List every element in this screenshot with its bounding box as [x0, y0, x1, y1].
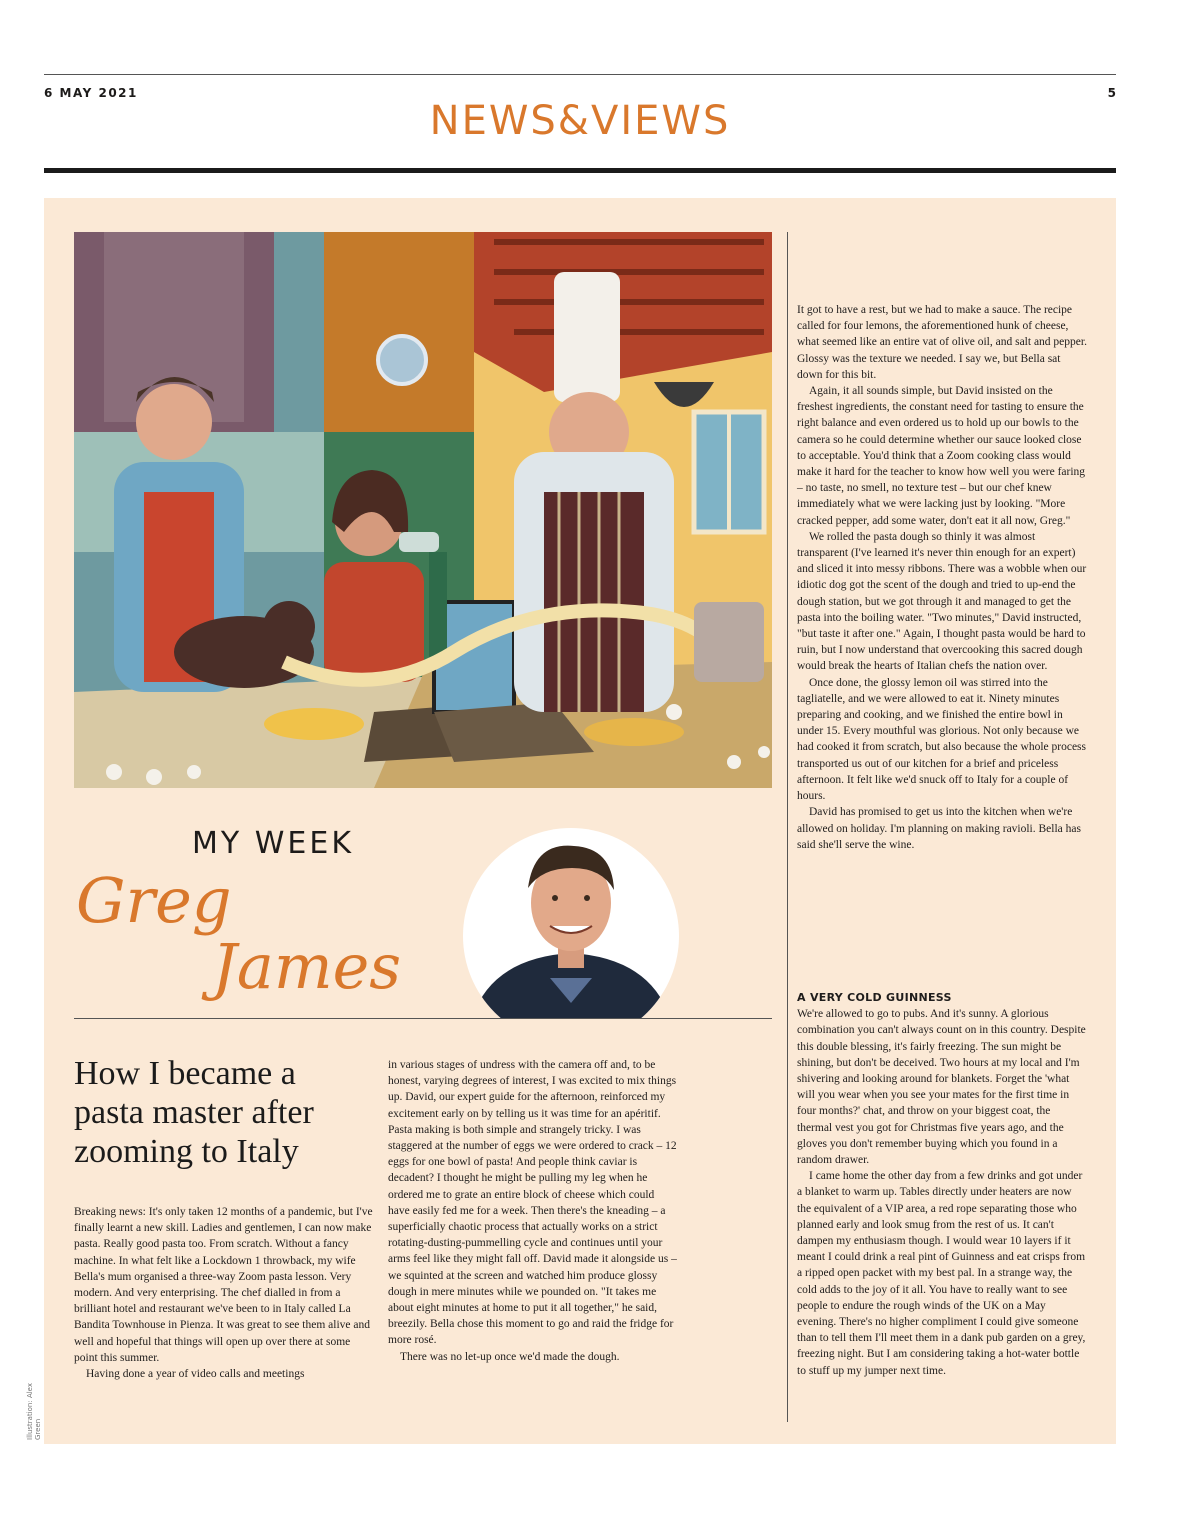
column-kicker: MY WEEK [192, 826, 354, 861]
body-column-3 [797, 302, 1087, 853]
subheading: A VERY COLD GUINNESS [797, 991, 952, 1004]
top-rule [44, 74, 1116, 75]
author-portrait [462, 828, 680, 1018]
kitchen-illustration [74, 232, 772, 788]
paragraph: in various stages of undress with the camera off and, to be honest, varying degrees of interest, I was excited to mix things up. David, our expert guide for the afternoon, reinforced my excitement early on by telling us it was time for an apéritif. Pasta making is both simple and strangely tricky. I was staggered at the number of eggs we were ordered to crack – 12 eggs for one bowl of pasta! And people think caviar is decadent? I thought he might be pulling my leg when he ordered me to grate an entire block of cheese which could have easily fed me for a week. Then there's the kneading – a superficially chaotic process that actually works on a strict rotating-dusting-pummelling cycle and continues until your arms feel like they might fall off. David made it alongside us – we squinted at the screen and watched him produce glossy dough in mere minutes while we pounded on. "It takes me about eight minutes at home to put it all together," he said, breezily. Bella chose this moment to go and raid the fridge for more rosé. [388, 1059, 677, 1347]
section-rule [74, 1018, 772, 1019]
body-column-3-lower [797, 990, 1087, 1379]
paragraph: Once done, the glossy lemon oil was stirred into the tagliatelle, and we were allowed to eat it. Ninety minutes preparing and cooking, and we finished the entire bowl in under 15. Every mouthful was glorious. Not only because we had cooked it from scratch, but also because the whole process transported us out of our kitchen for a brief and priceless afternoon. It felt like we'd snuck off to Italy for a couple of hours. [797, 676, 1086, 803]
section-title: NEWS&VIEWS [429, 98, 731, 144]
author-last-name: James [212, 930, 402, 1003]
paragraph: I came home the other day from a few drinks and got under a blanket to warm up. Tables directly under heaters are now the equivalent of a VIP area, a red rope separating those who planned early and look smug from the rest of us. It can't dampen my enthusiasm though. I would wear 10 layers if it meant I could drink a real pint of Guinness and eat crisps from a ripped open packet with my best pal. In a strange way, the cold adds to the joy of it all. You have to really want to see people to endure the rough winds of the UK on a May evening. There's no higher compliment I could give someone than to tell them I'll meet them in a dank pub garden on a grey, freezing night. But I am considering taking a hot-water bottle to stuff up my jumper next time. [797, 1170, 1086, 1377]
page-number: 5 [1107, 86, 1116, 100]
column-divider [787, 232, 788, 1422]
body-column-1 [74, 1204, 374, 1382]
paragraph: Again, it all sounds simple, but David insisted on the freshest ingredients, the constant need for tasting to ensure the right balance and even ordered us to hold up our bowls to the camera so he could determine whether our sauce looked close to acceptable. You'd think that a Zoom cooking class would make it hard for the teacher to know how well you were faring – no taste, no smell, no texture test – but our chef knew immediately what we were lacking just by looking. "More cracked pepper, add some water, don't eat it all now, Greg." [797, 385, 1086, 527]
paragraph: Breaking news: It's only taken 12 months of a pandemic, but I've finally learnt a new skill. Ladies and gentlemen, I can now make pasta. Really good pasta too. From scratch. Without a fancy machine. In what felt like a Lockdown 1 throwback, my wife Bella's mum organised a three-way Zoom pasta lesson. Very modern. And very enterprising. The chef dialled in from a brilliant hotel and restaurant we've been to in Italy called La Bandita Townhouse in Pienza. It was great to see them alive and well and hopeful that things will open up over there at some point this summer. [74, 1206, 373, 1364]
author-first-name: Greg [76, 864, 232, 937]
headline: How I became a pasta master after zooming to Italy [74, 1055, 314, 1170]
paragraph: Having done a year of video calls and meetings [86, 1368, 305, 1381]
paragraph: There was no let-up once we'd made the dough. [400, 1350, 620, 1363]
paragraph: We rolled the pasta dough so thinly it was almost transparent (I've learned it's never thin enough for an expert) and sliced it into messy ribbons. There was a wobble when our idiotic dog got the scent of the dough and tried to up-end the dough station, but we got through it and managed to get the pasta into the boiling water. "Two minutes," David instructed, "but taste it after one." Again, I thought pasta would be hard to ruin, but I now understand that overcooking this sacred dough would break the hearts of Italian chefs the nation over. [797, 530, 1087, 673]
illustration-credit: Illustration: Alex Green [26, 1382, 42, 1440]
issue-date: 6 MAY 2021 [44, 86, 138, 100]
header-rule [44, 168, 1116, 173]
body-column-2 [388, 1057, 678, 1365]
paragraph: We're allowed to go to pubs. And it's sunny. A glorious combination you can't always count on in this country. Despite this double blessing, it's fairly freezing. The sun might be shining, but don't be deceived. Two hours at my local and I'm shivering and looking around for blankets. Forget the 'what will you wear when you see your mates for the first time in four months?' chat, and throw on your biggest coat, the thermal vest you got for Christmas five years ago, and the gloves you don't remember buying which you found in a random drawer. [797, 1008, 1086, 1167]
paragraph: It got to have a rest, but we had to make a sauce. The recipe called for four lemons, the aforementioned hunk of cheese, what seemed like an entire vat of olive oil, and salt and pepper. Glossy was the texture we needed. I say we, but Bella sat down for this bit. [797, 304, 1087, 381]
paragraph: David has promised to get us into the kitchen when we're allowed on holiday. I'm planning on making ravioli. Bella has said she'll serve the wine. [797, 806, 1081, 851]
